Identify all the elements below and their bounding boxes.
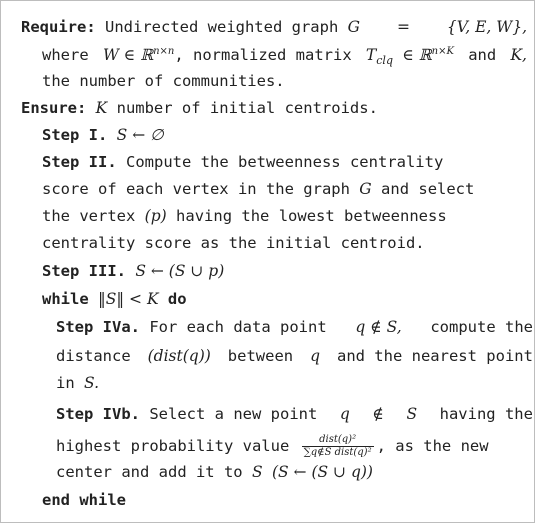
step-4b-text-1a: Select a new point — [149, 405, 318, 423]
step-2-text-3b: having the lowest betweenness — [176, 207, 447, 225]
require-text: Undirected weighted graph — [105, 18, 339, 36]
k-symbol: K, — [510, 46, 527, 64]
t-matrix: T — [365, 46, 377, 64]
step-4b-text-2a: highest probability value — [56, 437, 290, 455]
step-2-vertex-p: (p) — [144, 207, 167, 225]
step-4a-keyword: Step IVa. — [56, 318, 140, 336]
step-2-text-2a: score of each vertex in the graph — [42, 180, 350, 198]
ensure-k: K — [95, 99, 108, 117]
step-4b-line-2 — [56, 433, 489, 459]
t-matrix-dim: n×K — [431, 46, 454, 57]
step-2-graph: G — [359, 180, 372, 198]
probability-fraction — [302, 434, 374, 459]
ensure-line — [21, 98, 378, 118]
normalized-text: , normalized matrix — [174, 46, 352, 64]
step-4a-text-1a: For each data point — [149, 318, 327, 336]
step-4b-line-1 — [56, 404, 533, 424]
end-while-keyword: end while — [42, 491, 126, 509]
step-4a-line-2 — [56, 346, 533, 366]
step-4a-q: q — [310, 347, 321, 365]
step-4b-expr: (S ← (S ∪ q)) — [271, 463, 373, 481]
while-keyword: while — [42, 290, 89, 308]
end-while-line — [42, 490, 126, 510]
step-4a-nearest: and the nearest point — [336, 347, 533, 365]
while-condition: ‖S‖ < K — [98, 290, 159, 308]
require-keyword: Require: — [21, 18, 96, 36]
and-text: and — [468, 46, 497, 64]
ensure-text: number of initial centroids. — [116, 99, 378, 117]
require-line-1 — [21, 17, 527, 37]
step-4a-line-3 — [56, 373, 99, 393]
communities-text: the number of communities. — [42, 72, 285, 90]
weight-matrix: W ∈ ℝ — [102, 46, 154, 64]
where-text: where — [42, 46, 89, 64]
step-4a-in: in — [56, 374, 75, 392]
step-4a-between: between — [227, 347, 294, 365]
weight-matrix-dim: n×n — [153, 46, 175, 57]
step-3-line — [42, 261, 224, 281]
step-2-line-2 — [42, 179, 474, 199]
step-4b-q: q — [339, 405, 350, 423]
fraction-numerator: dist(q)² — [302, 434, 374, 447]
step-2-text-1: Compute the betweenness centrality — [126, 153, 444, 171]
step-4a-distance: distance — [56, 347, 131, 365]
step-4b-line-3 — [56, 462, 373, 482]
step-2-text-2b: and select — [381, 180, 475, 198]
step-4b-text-1b: having the — [439, 405, 533, 423]
step-2-keyword: Step II. — [42, 153, 117, 171]
require-line-3 — [42, 71, 285, 91]
step-4b-text-3a: center and add it to — [56, 463, 243, 481]
step-1-line — [42, 125, 164, 145]
step-4b-keyword: Step IVb. — [56, 405, 140, 423]
step-2-text-3a: the vertex — [42, 207, 136, 225]
equals-sign: = — [396, 18, 410, 36]
step-4a-line-1 — [56, 317, 533, 337]
step-2-line-4 — [42, 233, 425, 253]
t-matrix-in: ∈ ℝ — [402, 46, 432, 64]
do-keyword: do — [167, 290, 187, 308]
step-4a-S: S. — [84, 374, 100, 392]
step-4a-text-1b: compute the — [430, 318, 533, 336]
graph-set: {V, E, W}, — [446, 18, 527, 36]
step-1-keyword: Step I. — [42, 126, 108, 144]
step-2-text-4: centrality score as the initial centroid. — [42, 234, 425, 252]
step-4b-text-2b: , as the new — [376, 437, 489, 455]
step-2-line-3 — [42, 206, 447, 226]
require-line-2 — [42, 45, 527, 65]
ensure-keyword: Ensure: — [21, 99, 87, 117]
while-line — [42, 289, 187, 309]
step-1-expr: S ← ∅ — [116, 126, 164, 144]
step-4a-dist-q: (dist(q)) — [147, 347, 211, 365]
step-4b-S-2: S — [251, 463, 263, 481]
step-4b-S: S — [406, 405, 418, 423]
step-4b-notin: ∉ — [372, 405, 384, 423]
step-3-keyword: Step III. — [42, 262, 126, 280]
step-3-expr: S ← (S ∪ p) — [135, 262, 225, 280]
fraction-denominator: ∑q∉S dist(q)² — [303, 447, 372, 458]
graph-symbol: G — [347, 18, 361, 36]
step-4a-q-notin: q ∉ S, — [355, 318, 402, 336]
t-matrix-sub: clq — [376, 54, 393, 67]
step-2-line-1 — [42, 152, 443, 172]
